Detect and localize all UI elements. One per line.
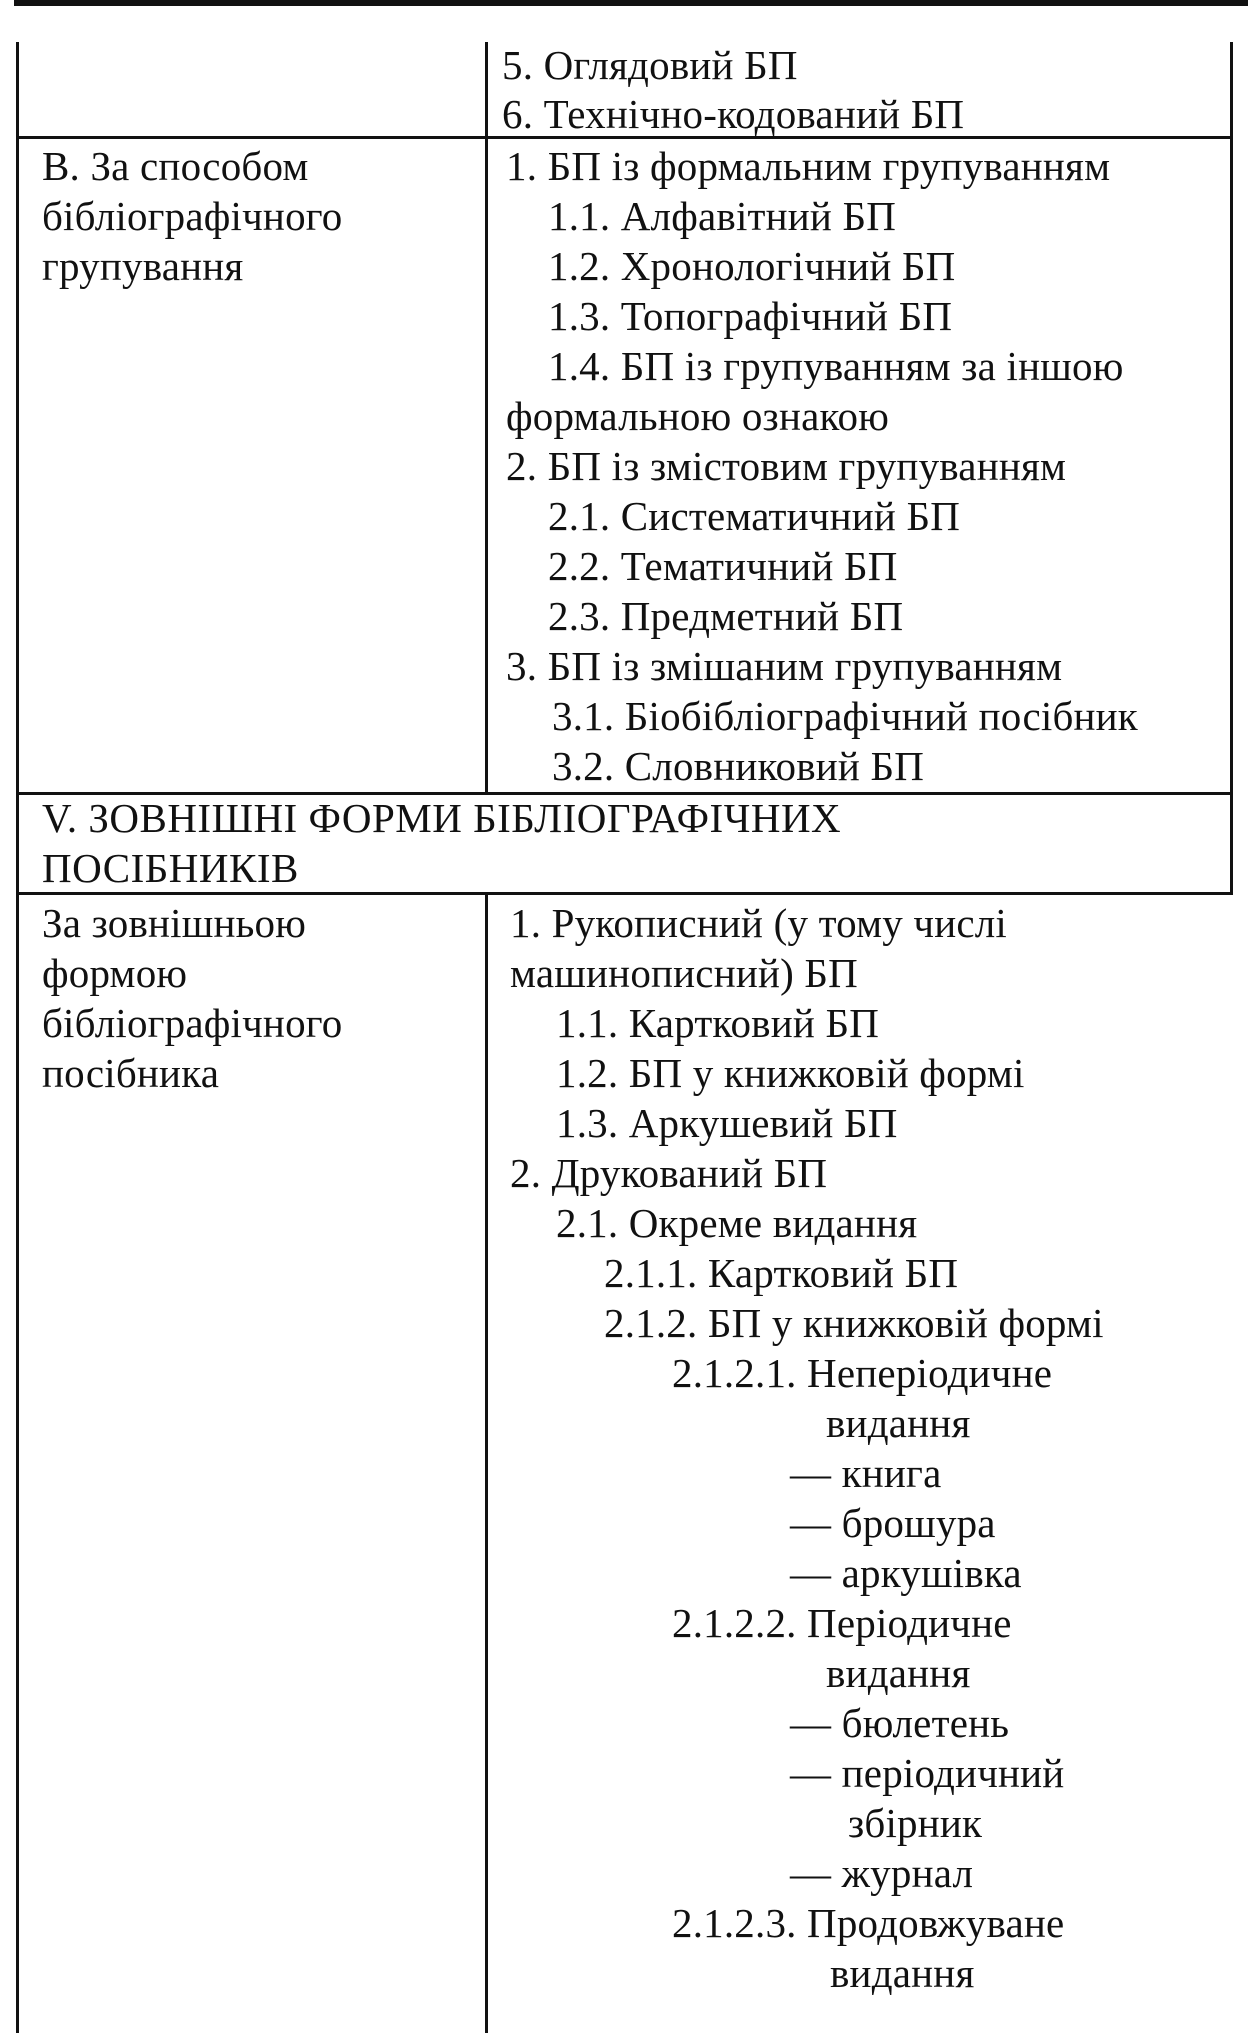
external-forms-item: — книга [790,1450,942,1496]
external-forms-category-label: бібліографічного [42,1000,343,1046]
external-forms-category-label: За зовнішньою [42,900,307,946]
grouping-category-label: бібліографічного [42,193,343,239]
top-rule [14,0,1248,6]
external-forms-item: 1.3. Аркушевий БП [556,1100,898,1146]
column-divider-lower [485,894,488,2033]
external-forms-item: 1.1. Картковий БП [556,1000,880,1046]
external-forms-item: збірник [848,1800,983,1846]
grouping-item: 3. БП із змішаним групуванням [506,643,1063,689]
external-forms-item: 2.1.2.2. Періодичне [672,1600,1012,1646]
external-forms-item: 1. Рукописний (у тому числі [510,900,1007,946]
grouping-category-label: групування [42,243,244,289]
grouping-item: формальною ознакою [506,393,890,439]
external-forms-item: — аркушівка [790,1550,1022,1596]
continuation-line: 6. Технічно-кодований БП [502,91,965,137]
external-forms-item: видання [830,1950,975,1996]
table-right-border [1230,42,1233,894]
grouping-item: 2.2. Тематичний БП [548,543,898,589]
external-forms-item: 2.1.2. БП у книжковій формі [604,1300,1104,1346]
grouping-item: 1.3. Топографічний БП [548,293,953,339]
grouping-item: 1.2. Хронологічний БП [548,243,956,289]
external-forms-item: 2.1.2.3. Продовжуване [672,1900,1065,1946]
grouping-item: 2. БП із змістовим групуванням [506,443,1067,489]
external-forms-category-label: формою [42,950,188,996]
external-forms-item: машинописний) БП [510,950,858,996]
table-left-border [16,42,19,2033]
grouping-item: 1.4. БП із групуванням за іншою [548,343,1124,389]
external-forms-item: — журнал [790,1850,974,1896]
grouping-item: 3.2. Словниковий БП [552,743,925,789]
external-forms-item: — бюлетень [790,1700,1010,1746]
section-heading: V. ЗОВНІШНІ ФОРМИ БІБЛІОГРАФІЧНИХ [42,795,842,841]
external-forms-item: видання [826,1400,971,1446]
grouping-item: 1.1. Алфавітний БП [548,193,897,239]
external-forms-item: 2.1. Окреме видання [556,1200,918,1246]
external-forms-item: 1.2. БП у книжковій формі [556,1050,1025,1096]
grouping-item: 1. БП із формальним групуванням [506,143,1111,189]
grouping-category-label: В. За способом [42,143,309,189]
grouping-item: 2.3. Предметний БП [548,593,904,639]
external-forms-item: 2.1.1. Картковий БП [604,1250,959,1296]
continuation-line: 5. Оглядовий БП [502,42,798,88]
external-forms-item: видання [826,1650,971,1696]
external-forms-item: — брошура [790,1500,996,1546]
external-forms-category-label: посібника [42,1050,220,1096]
column-divider-upper [485,42,488,794]
grouping-item: 3.1. Біобібліографічний посібник [552,693,1138,739]
grouping-item: 2.1. Систематичний БП [548,493,961,539]
section-heading: ПОСІБНИКІВ [42,845,299,891]
external-forms-item: 2. Друкований БП [510,1150,828,1196]
external-forms-item: — періодичний [790,1750,1065,1796]
external-forms-item: 2.1.2.1. Неперіодичне [672,1350,1053,1396]
